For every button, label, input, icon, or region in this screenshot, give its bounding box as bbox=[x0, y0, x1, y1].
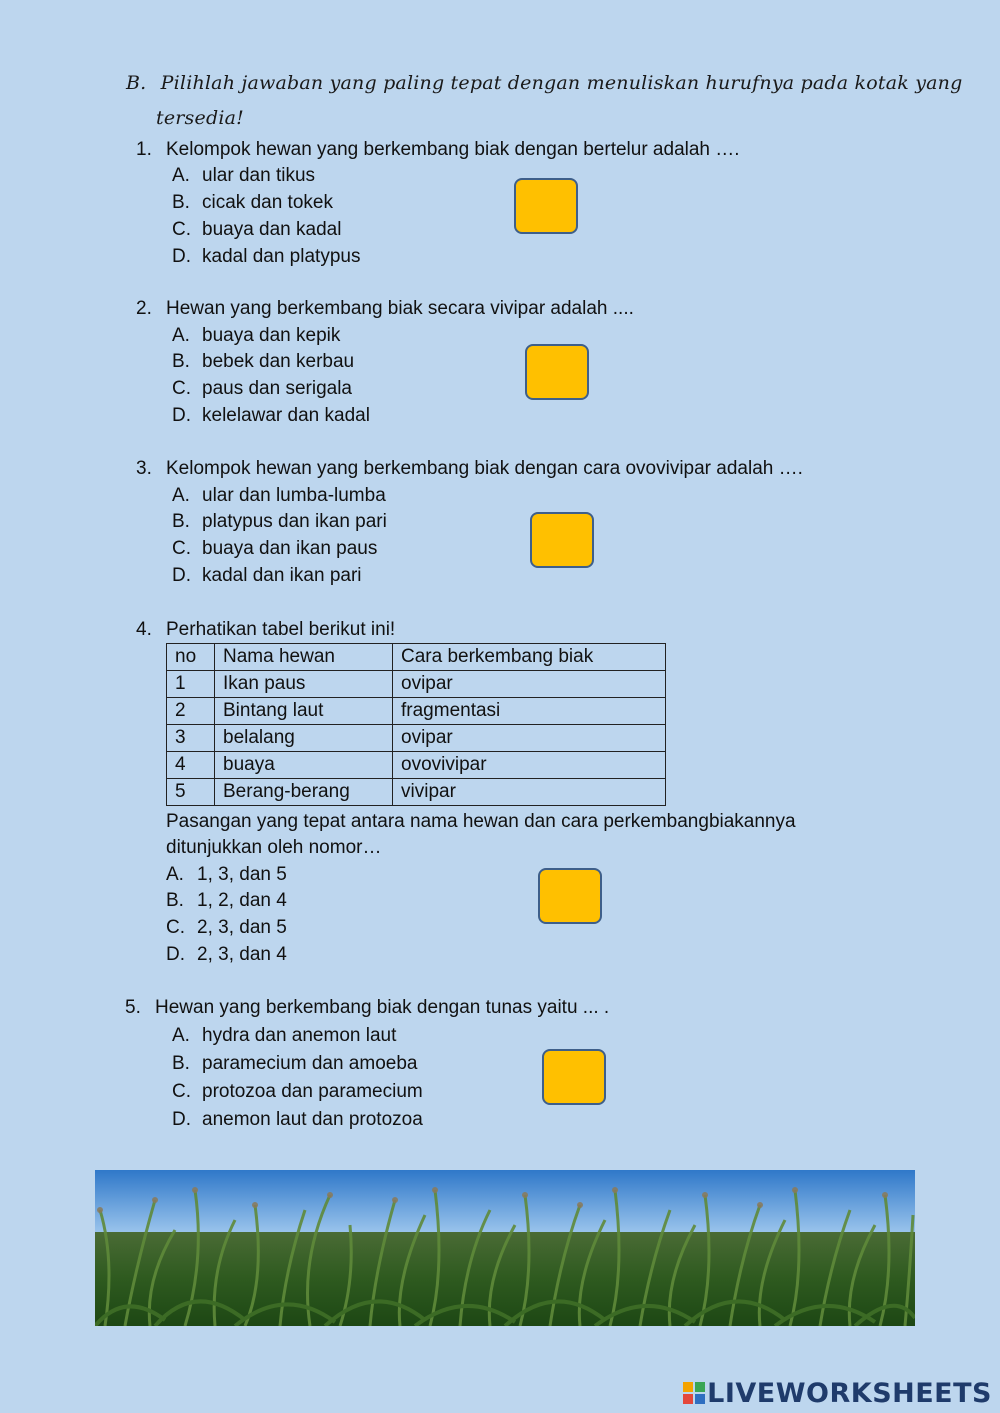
table-header: Cara berkembang biak bbox=[393, 644, 666, 671]
table-header: no bbox=[167, 644, 215, 671]
table-cell: 2 bbox=[167, 698, 215, 725]
option-1b: B. cicak dan tokek bbox=[172, 192, 333, 213]
grass-field-image bbox=[95, 1170, 915, 1326]
question-number: 5. bbox=[125, 997, 141, 1018]
table-cell: 4 bbox=[167, 752, 215, 779]
option-4a: A. 1, 3, dan 5 bbox=[166, 864, 287, 885]
option-3c: C. buaya dan ikan paus bbox=[172, 538, 378, 559]
instruction-text: Pilihlah jawaban yang paling tepat dengan menuliskan hurufnya pada kotak yang bbox=[160, 72, 963, 94]
question-number: 2. bbox=[136, 298, 152, 319]
instruction-line-2: tersedia! bbox=[156, 107, 244, 129]
animal-table bbox=[166, 643, 666, 806]
question-5 bbox=[125, 997, 610, 1019]
option-3a: A. ular dan lumba-lumba bbox=[172, 485, 386, 506]
table-row bbox=[167, 725, 666, 752]
table-cell: 3 bbox=[167, 725, 215, 752]
option-4c: C. 2, 3, dan 5 bbox=[166, 917, 287, 938]
answer-box-1[interactable] bbox=[514, 178, 578, 234]
option-2c: C. paus dan serigala bbox=[172, 378, 352, 399]
answer-box-3[interactable] bbox=[530, 512, 594, 568]
option-1a: A. ular dan tikus bbox=[172, 165, 316, 186]
option-4b: B. 1, 2, dan 4 bbox=[166, 890, 287, 911]
table-cell: ovipar bbox=[393, 671, 666, 698]
question-number: 3. bbox=[136, 458, 152, 479]
table-cell: vivipar bbox=[393, 779, 666, 806]
option-5c: C. protozoa dan paramecium bbox=[172, 1081, 423, 1102]
table-cell: Bintang laut bbox=[215, 698, 393, 725]
question-1 bbox=[136, 139, 740, 161]
option-2a: A. buaya dan kepik bbox=[172, 325, 341, 346]
question-text: Hewan yang berkembang biak secara vivipar adalah .... bbox=[166, 298, 634, 319]
table-row bbox=[167, 671, 666, 698]
option-5b: B. paramecium dan amoeba bbox=[172, 1053, 418, 1074]
table-cell: Berang-berang bbox=[215, 779, 393, 806]
question-number: 4. bbox=[136, 619, 152, 640]
table-cell: 1 bbox=[167, 671, 215, 698]
option-2d: D. kelelawar dan kadal bbox=[172, 405, 370, 426]
option-5a: A. hydra dan anemon laut bbox=[172, 1025, 397, 1046]
table-header-row bbox=[167, 644, 666, 671]
option-4d: D. 2, 3, dan 4 bbox=[166, 944, 287, 965]
option-1d: D. kadal dan platypus bbox=[172, 246, 361, 267]
table-header: Nama hewan bbox=[215, 644, 393, 671]
table-row bbox=[167, 752, 666, 779]
table-cell: ovovivipar bbox=[393, 752, 666, 779]
option-3b: B. platypus dan ikan pari bbox=[172, 511, 387, 532]
answer-box-5[interactable] bbox=[542, 1049, 606, 1105]
table-row bbox=[167, 779, 666, 806]
answer-box-2[interactable] bbox=[525, 344, 589, 400]
option-3d: D. kadal dan ikan pari bbox=[172, 565, 362, 586]
option-1c: C. buaya dan kadal bbox=[172, 219, 342, 240]
table-cell: ovipar bbox=[393, 725, 666, 752]
table-row bbox=[167, 698, 666, 725]
liveworksheets-logo-icon bbox=[683, 1380, 705, 1402]
table-cell: fragmentasi bbox=[393, 698, 666, 725]
table-cell: buaya bbox=[215, 752, 393, 779]
instruction-letter: B. bbox=[126, 72, 147, 94]
option-5d: D. anemon laut dan protozoa bbox=[172, 1109, 423, 1130]
brand bbox=[683, 1378, 992, 1409]
option-2b: B. bebek dan kerbau bbox=[172, 351, 355, 372]
question-text: Perhatikan tabel berikut ini! bbox=[166, 619, 396, 640]
brand-name: LIVEWORKSHEETS bbox=[707, 1378, 992, 1409]
table-cell: belalang bbox=[215, 725, 393, 752]
question-4 bbox=[136, 619, 396, 641]
table-cell: Ikan paus bbox=[215, 671, 393, 698]
question-text: Hewan yang berkembang biak dengan tunas yaitu ... . bbox=[155, 997, 610, 1018]
question-4-followup-2: ditunjukkan oleh nomor… bbox=[166, 837, 382, 858]
question-text: Kelompok hewan yang berkembang biak dengan cara ovovivipar adalah …. bbox=[166, 458, 803, 479]
question-text: Kelompok hewan yang berkembang biak dengan bertelur adalah …. bbox=[166, 139, 740, 160]
question-4-followup-1: Pasangan yang tepat antara nama hewan dan cara perkembangbiakannya bbox=[166, 811, 796, 832]
answer-box-4[interactable] bbox=[538, 868, 602, 924]
question-2 bbox=[136, 298, 634, 320]
table-cell: 5 bbox=[167, 779, 215, 806]
instruction-line-1 bbox=[126, 72, 962, 94]
question-3 bbox=[136, 458, 803, 480]
question-number: 1. bbox=[136, 139, 152, 160]
